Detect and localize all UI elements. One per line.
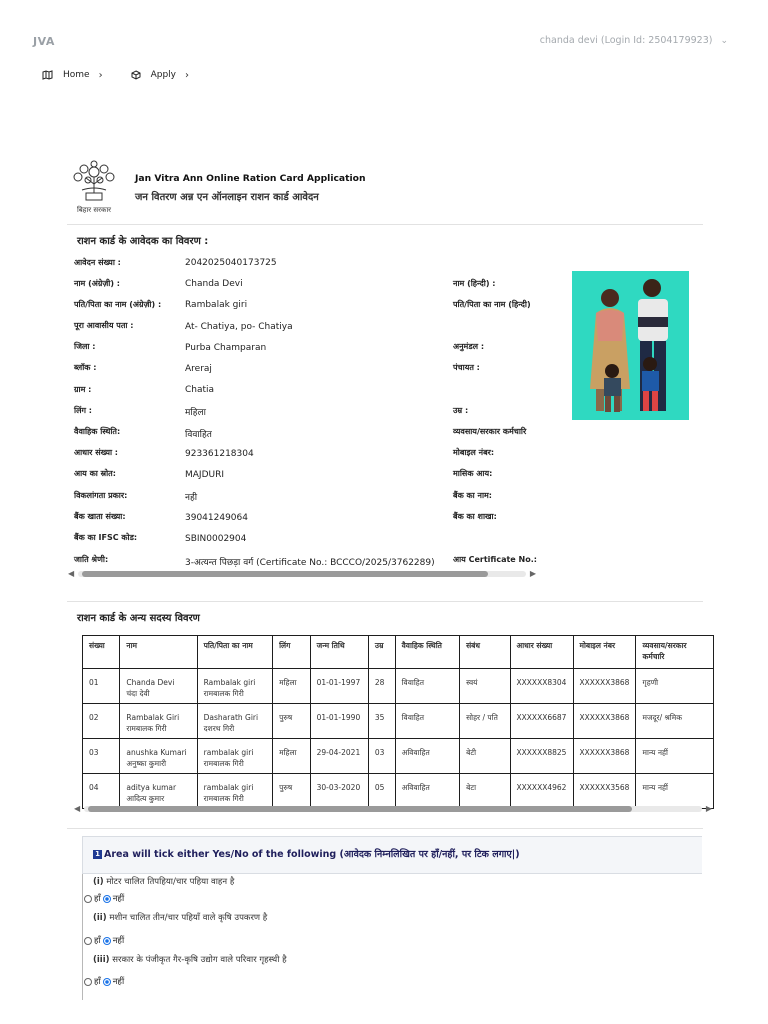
label-mobile: मोबाइल नंबर: bbox=[453, 448, 495, 457]
radio-yes[interactable] bbox=[84, 978, 92, 986]
app-title-hi: जन वितरण अन्न एन ऑनलाइन राशन कार्ड आवेदन bbox=[135, 192, 319, 203]
cell-aadhaar: XXXXXX8304 bbox=[510, 669, 573, 704]
cell-name bbox=[120, 739, 197, 774]
value-address: At- Chatiya, po- Chatiya bbox=[185, 322, 293, 332]
col-header: व्यवसाय/सरकार कर्मचारि bbox=[636, 636, 714, 669]
cell-age: 05 bbox=[368, 774, 395, 809]
cell-relation: सोहर / पति bbox=[460, 704, 510, 739]
cell-no: 04 bbox=[83, 774, 120, 809]
cell-aadhaar: XXXXXX8825 bbox=[510, 739, 573, 774]
label-disability: विकलांगता प्रकार: bbox=[74, 491, 128, 500]
col-header: संख्या bbox=[83, 636, 120, 669]
label-father-en: पति/पिता का नाम (अंग्रेज़ी) : bbox=[74, 300, 162, 309]
cell-name bbox=[120, 704, 197, 739]
table-header-row bbox=[83, 636, 714, 669]
chevron-down-icon: ⌄ bbox=[720, 36, 728, 46]
radio-yes[interactable] bbox=[84, 895, 92, 903]
members-table bbox=[82, 635, 714, 809]
cell-dob: 01-01-1990 bbox=[310, 704, 368, 739]
map-icon bbox=[42, 70, 53, 80]
col-header: नाम bbox=[120, 636, 197, 669]
label-name-en: नाम (अंग्रेज़ी) : bbox=[74, 279, 121, 288]
value-income-source: MAJDURI bbox=[185, 470, 225, 480]
value-bank-account: 39041249064 bbox=[185, 513, 248, 523]
label-occupation: व्यवसाय/सरकार कर्मचारि bbox=[453, 427, 527, 436]
scroll-left-icon[interactable]: ◀ bbox=[74, 804, 81, 813]
cell-marital: अविवाहित bbox=[395, 739, 459, 774]
question-1-options bbox=[84, 893, 124, 904]
cell-age: 28 bbox=[368, 669, 395, 704]
label-father-hi: पति/पिता का नाम (हिन्दी) bbox=[453, 300, 531, 309]
divider bbox=[67, 828, 703, 829]
radio-no[interactable] bbox=[103, 937, 111, 945]
value-gender: महिला bbox=[185, 408, 206, 418]
col-header: आधार संख्या bbox=[510, 636, 573, 669]
label-age: उम्र : bbox=[453, 406, 469, 415]
name-hi: रामबालक गिरी bbox=[126, 724, 167, 733]
cell-mobile: XXXXXX3868 bbox=[573, 704, 636, 739]
col-header: मोबाइल नंबर bbox=[573, 636, 636, 669]
table-row bbox=[83, 704, 714, 739]
question-text: मोटर चालित तिपहिया/चार पहिया वाहन है bbox=[106, 877, 235, 887]
label-aadhaar: आधार संख्या : bbox=[74, 448, 119, 457]
label-bank-branch: बैंक का शाखा: bbox=[453, 512, 497, 521]
label-address: पूरा आवासीय पता : bbox=[74, 321, 134, 330]
cell-relation: बेटी bbox=[460, 739, 510, 774]
value-ifsc: SBIN0002904 bbox=[185, 534, 247, 544]
radio-no-label: नहीं bbox=[112, 936, 125, 946]
questions-heading bbox=[93, 847, 520, 860]
question-number: (i) bbox=[93, 877, 104, 887]
cell-father bbox=[197, 669, 272, 704]
question-number: (iii) bbox=[93, 955, 110, 965]
cell-father bbox=[197, 704, 272, 739]
value-village: Chatia bbox=[185, 385, 215, 395]
cube-icon bbox=[131, 70, 141, 80]
name-hi: अनुष्का कुमारी bbox=[126, 759, 167, 768]
label-ifsc: बैंक का IFSC कोड: bbox=[74, 533, 138, 542]
cell-occupation: मान्य नहीं bbox=[636, 774, 714, 809]
name-hi: चंदा देवी bbox=[126, 689, 150, 698]
col-header: पति/पिता का नाम bbox=[197, 636, 272, 669]
radio-yes-label: हाँ bbox=[94, 936, 101, 946]
scroll-right-icon[interactable]: ▶ bbox=[529, 569, 536, 578]
label-block: ब्लॉक : bbox=[74, 363, 97, 372]
cell-occupation: मान्य नहीं bbox=[636, 739, 714, 774]
cell-age: 35 bbox=[368, 704, 395, 739]
radio-no[interactable] bbox=[103, 978, 111, 986]
scrollbar-thumb[interactable] bbox=[88, 806, 632, 812]
label-caste: जाति श्रेणी: bbox=[74, 555, 109, 564]
cell-dob: 30-03-2020 bbox=[310, 774, 368, 809]
radio-no-label: नहीं bbox=[112, 894, 125, 904]
father-hi: रामबालक गिरी bbox=[203, 759, 244, 768]
name-en: Chanda Devi bbox=[126, 678, 175, 687]
cell-marital: अविवाहित bbox=[395, 774, 459, 809]
name-hi: आदित्य कुमार bbox=[126, 794, 165, 803]
label-subdivision: अनुमंडल : bbox=[453, 342, 485, 351]
cell-dob: 29-04-2021 bbox=[310, 739, 368, 774]
value-name-en: Chanda Devi bbox=[185, 279, 243, 289]
user-label: chanda devi (Login Id: 2504179923) bbox=[539, 35, 713, 46]
cell-no: 02 bbox=[83, 704, 120, 739]
value-app-no: 2042025040173725 bbox=[185, 258, 277, 268]
details-scrollbar[interactable] bbox=[68, 569, 536, 579]
cell-age: 03 bbox=[368, 739, 395, 774]
app-title-en: Jan Vitra Ann Online Ration Card Application bbox=[135, 173, 366, 184]
cell-aadhaar: XXXXXX6687 bbox=[510, 704, 573, 739]
cell-relation: बेटा bbox=[460, 774, 510, 809]
scroll-left-icon[interactable]: ◀ bbox=[68, 569, 75, 578]
father-en: Rambalak giri bbox=[203, 678, 256, 687]
application-card bbox=[67, 155, 703, 221]
family-photo-image bbox=[572, 271, 689, 420]
logo-caption: बिहार सरकार bbox=[76, 206, 112, 214]
members-table-viewport bbox=[82, 635, 714, 803]
father-hi: रामबालक गिरी bbox=[203, 689, 244, 698]
top-bar bbox=[0, 0, 768, 60]
questions-heading-box bbox=[82, 836, 702, 874]
question-number: (ii) bbox=[93, 913, 107, 923]
bihar-emblem-logo bbox=[70, 160, 118, 214]
bodhi-tree-icon bbox=[70, 160, 118, 206]
value-district: Purba Champaran bbox=[185, 343, 267, 353]
cell-gender: महिला bbox=[273, 669, 311, 704]
question-2-options bbox=[84, 935, 124, 946]
col-header: वैवाहिक स्थिति bbox=[395, 636, 459, 669]
cell-gender: पुरुष bbox=[273, 704, 311, 739]
info-icon: 1 bbox=[93, 850, 102, 859]
father-en: rambalak giri bbox=[203, 748, 254, 757]
members-section-title: राशन कार्ड के अन्य सदस्य विवरण bbox=[77, 613, 200, 624]
cell-occupation: मजदूर/ श्रमिक bbox=[636, 704, 714, 739]
question-3 bbox=[93, 954, 287, 965]
cell-marital: विवाहित bbox=[395, 704, 459, 739]
breadcrumb-apply[interactable] bbox=[131, 70, 217, 81]
question-2 bbox=[93, 912, 267, 923]
col-header: उम्र bbox=[368, 636, 395, 669]
label-income-certificate: आय Certificate No.: bbox=[453, 555, 537, 564]
value-caste: 3-अत्यन्त पिछड़ा वर्ग (Certificate No.: BCCCO/2025/3762289) bbox=[185, 558, 435, 568]
cell-mobile: XXXXXX3868 bbox=[573, 669, 636, 704]
members-table-scrollbar[interactable] bbox=[74, 804, 712, 814]
cell-gender: पुरुष bbox=[273, 774, 311, 809]
label-bank-name: बैंक का नाम: bbox=[453, 491, 492, 500]
label-app-no: आवेदन संख्या : bbox=[74, 258, 121, 267]
cell-no: 01 bbox=[83, 669, 120, 704]
applicant-photo bbox=[572, 271, 689, 420]
question-text: सरकार के पंजीकृत गैर-कृषि उद्योग वाले परिवार गृहस्थी है bbox=[112, 955, 287, 965]
divider bbox=[67, 224, 703, 225]
name-en: Rambalak Giri bbox=[126, 713, 180, 722]
radio-yes[interactable] bbox=[84, 937, 92, 945]
table-row bbox=[83, 739, 714, 774]
applicant-section-title: राशन कार्ड के आवेदक का विवरण : bbox=[77, 236, 209, 247]
question-1 bbox=[93, 876, 234, 887]
value-aadhaar: 923361218304 bbox=[185, 449, 254, 459]
breadcrumb-home[interactable] bbox=[42, 70, 131, 81]
label-village: ग्राम : bbox=[74, 385, 92, 394]
label-gender: लिंग : bbox=[74, 406, 92, 415]
question-3-options bbox=[84, 976, 124, 987]
chevron-right-icon: › bbox=[185, 69, 189, 81]
breadcrumb-apply-label: Apply bbox=[150, 70, 176, 80]
label-district: जिला : bbox=[74, 342, 96, 351]
cell-marital: विवाहित bbox=[395, 669, 459, 704]
cell-dob: 01-01-1997 bbox=[310, 669, 368, 704]
radio-no-label: नहीं bbox=[112, 977, 125, 987]
cell-name bbox=[120, 669, 197, 704]
value-block: Areraj bbox=[185, 364, 212, 374]
value-marital: विवाहित bbox=[185, 430, 212, 440]
label-panchayat: पंचायत : bbox=[453, 363, 480, 372]
cell-mobile: XXXXXX3868 bbox=[573, 739, 636, 774]
cell-no: 03 bbox=[83, 739, 120, 774]
label-income-source: आय का स्रोत: bbox=[74, 469, 116, 478]
col-header: संबंध bbox=[460, 636, 510, 669]
col-header: जन्म तिथि bbox=[310, 636, 368, 669]
label-monthly-income: मासिक आय: bbox=[453, 469, 493, 478]
divider bbox=[67, 601, 703, 602]
app-brand[interactable]: JVA bbox=[33, 35, 55, 48]
father-en: Dasharath Giri bbox=[203, 713, 259, 722]
label-marital: वैवाहिक स्थिति: bbox=[74, 427, 121, 436]
table-row bbox=[83, 669, 714, 704]
cell-relation: स्वयं bbox=[460, 669, 510, 704]
cell-father bbox=[197, 739, 272, 774]
scroll-right-icon[interactable]: ▶ bbox=[705, 804, 712, 813]
name-en: aditya kumar bbox=[126, 783, 177, 792]
cell-occupation: गृहणी bbox=[636, 669, 714, 704]
name-en: anushka Kumari bbox=[126, 748, 187, 757]
cell-gender: महिला bbox=[273, 739, 311, 774]
radio-no[interactable] bbox=[103, 895, 111, 903]
value-disability: नही bbox=[185, 493, 198, 503]
cell-aadhaar: XXXXXX4962 bbox=[510, 774, 573, 809]
cell-mobile: XXXXXX3568 bbox=[573, 774, 636, 809]
father-hi: रामबालक गिरी bbox=[203, 794, 244, 803]
card-header bbox=[67, 155, 703, 221]
questions-heading-text: Area will tick either Yes/No of the following (आवेदक निम्नलिखित पर हाँ/नहीं, पर टिक लगाए|) bbox=[104, 849, 520, 860]
label-bank-account: बैंक खाता संख्या: bbox=[74, 512, 126, 521]
radio-yes-label: हाँ bbox=[94, 894, 101, 904]
question-text: मशीन चालित तीन/चार पहियाँ वाले कृषि उपकरण है bbox=[109, 913, 268, 923]
scrollbar-thumb[interactable] bbox=[82, 571, 488, 577]
father-hi: दशरथ गिरी bbox=[203, 724, 235, 733]
chevron-right-icon: › bbox=[98, 69, 103, 81]
questions-border bbox=[82, 874, 83, 1000]
label-name-hi: नाम (हिन्दी) : bbox=[453, 279, 496, 288]
breadcrumb-home-label: Home bbox=[63, 70, 90, 80]
user-menu[interactable] bbox=[540, 35, 728, 46]
breadcrumb bbox=[42, 68, 217, 82]
value-father-en: Rambalak giri bbox=[185, 300, 248, 310]
col-header: लिंग bbox=[273, 636, 311, 669]
radio-yes-label: हाँ bbox=[94, 977, 101, 987]
father-en: rambalak giri bbox=[203, 783, 254, 792]
